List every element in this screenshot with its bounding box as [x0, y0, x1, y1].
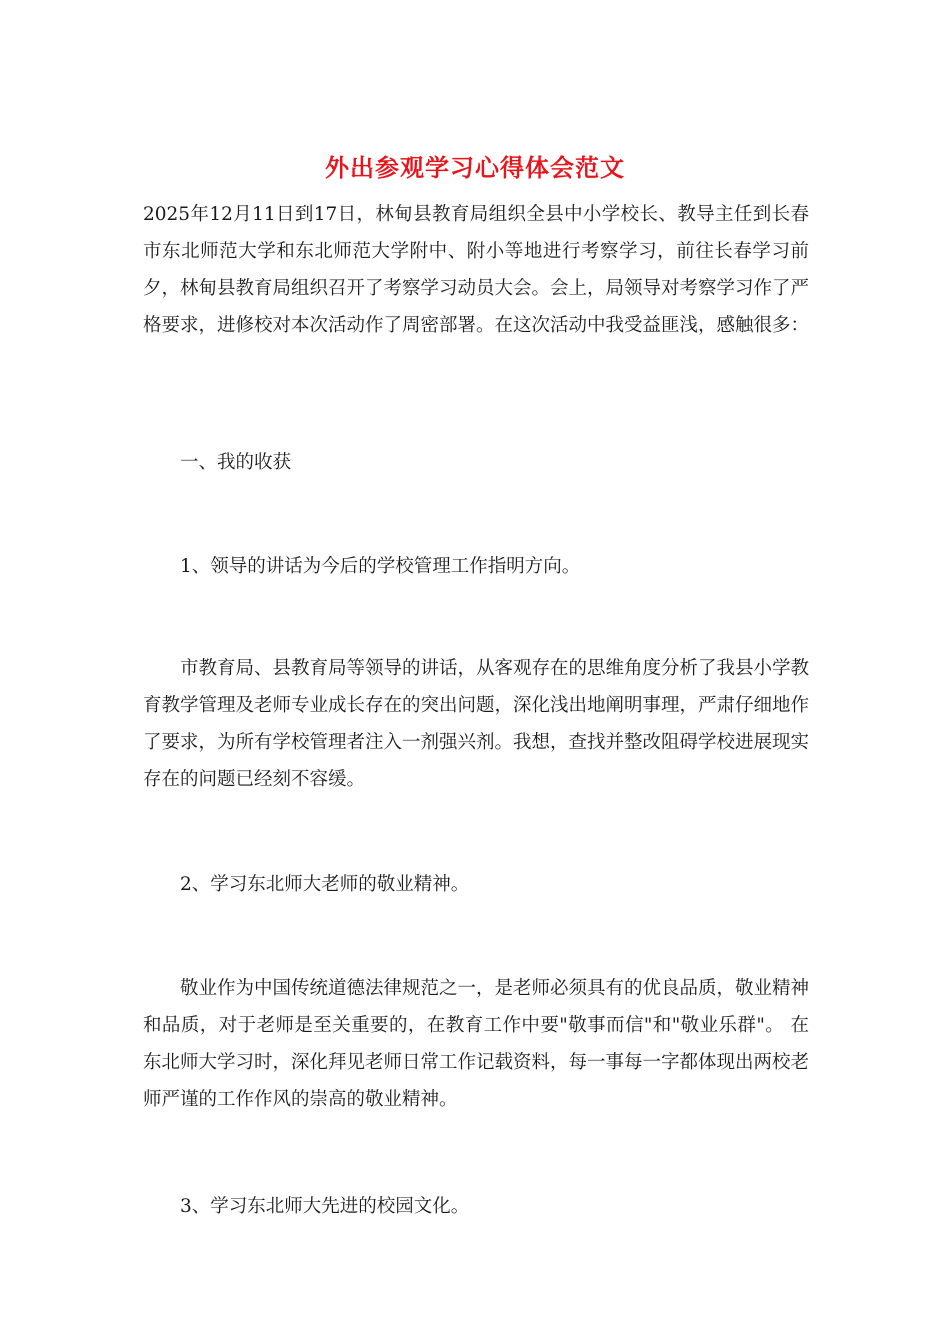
point-3-heading: 3、学习东北师大先进的校园文化。 — [180, 1196, 470, 1217]
point-1-paragraph: 市教育局、县教育局等领导的讲话，从客观存在的思维角度分析了我县小学教育教学管理及老师专业成长存在的突出问题，深化浅出地阐明事理，严肃仔细地作了要求，为所有学校管理者注入一剂强兴剂。我想，查找并整改阻碍学校进展现实存在的问题已经刻不容缓。 — [143, 658, 810, 790]
section-heading-gains: 一、我的收获 — [180, 452, 292, 473]
document-title: 外出参观学习心得体会范文 — [325, 153, 625, 182]
intro-paragraph: 2025年12月11日到17日，林甸县教育局组织全县中小学校长、教导主任到长春市东北师范大学和东北师范大学附中、附小等地进行考察学习，前往长春学习前夕，林甸县教育局组织召开了考察学习动员大会。会上，局领导对考察学习作了严格要求，进修校对本次活动作了周密部署。在这次活动中我受益匪浅，感触很多： — [143, 204, 810, 336]
point-1-heading: 1、领导的讲话为今后的学校管理工作指明方向。 — [180, 556, 581, 577]
point-2-heading: 2、学习东北师大老师的敬业精神。 — [180, 874, 470, 895]
point-2-paragraph: 敬业作为中国传统道德法律规范之一，是老师必须具有的优良品质，敬业精神和品质，对于老师是至关重要的，在教育工作中要"敬事而信"和"敬业乐群"。 在东北师大学习时，深化拜见老师日常工作记载资料，每一事每一字都体现出两校老师严谨的工作作风的崇高的敬业精神。 — [143, 978, 810, 1110]
